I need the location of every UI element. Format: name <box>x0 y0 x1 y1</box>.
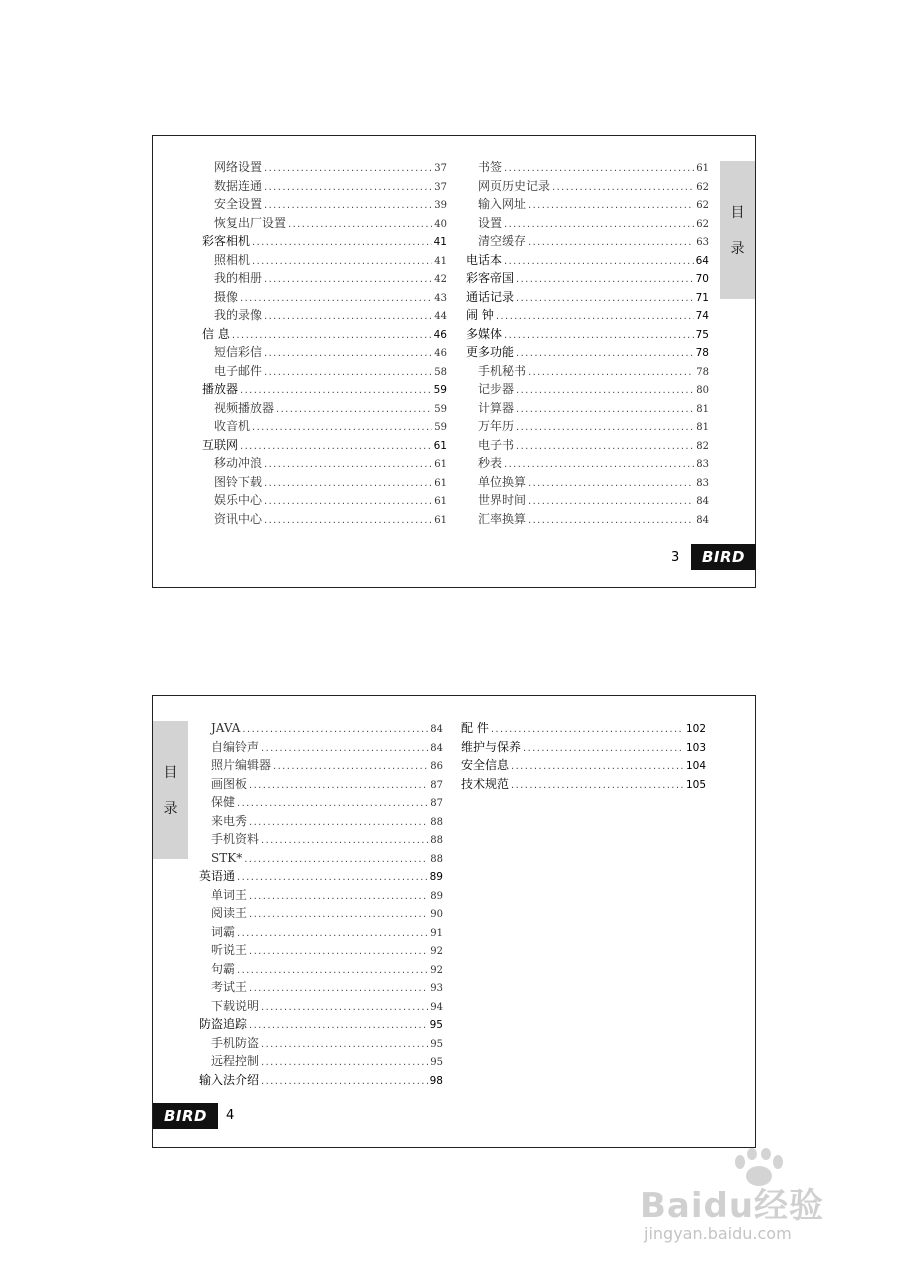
toc-leader-dots <box>528 493 694 512</box>
toc-entry-title: 恢复出厂设置 <box>214 215 287 230</box>
toc-entry <box>466 214 709 233</box>
toc-entry-page: 46 <box>433 328 447 341</box>
toc-leader-dots <box>264 475 432 494</box>
toc-entry <box>466 399 709 418</box>
toc-leader-dots <box>504 253 694 272</box>
toc-leader-dots <box>237 925 428 944</box>
toc-leader-dots <box>552 179 694 198</box>
toc-leader-dots <box>511 758 684 777</box>
toc-entry-title: 手机秘书 <box>478 363 527 378</box>
toc-entry-page: 104 <box>685 760 706 772</box>
toc-entry-page: 58 <box>434 366 447 378</box>
toc-entry <box>199 738 443 757</box>
toc-entry <box>461 719 706 738</box>
toc-entry <box>466 269 709 288</box>
toc-entry-page: 86 <box>430 761 443 772</box>
tab-char-1: 目 <box>163 765 178 781</box>
toc-entry <box>466 491 709 510</box>
toc-entry-page: 83 <box>696 459 709 470</box>
toc-entry <box>466 362 709 381</box>
toc-leader-dots <box>523 740 684 759</box>
toc-entry <box>199 793 443 812</box>
toc-leader-dots <box>261 1054 428 1073</box>
toc-entry <box>466 325 709 344</box>
toc-leader-dots <box>252 234 432 253</box>
toc-leader-dots <box>264 493 432 512</box>
toc-entry <box>199 941 443 960</box>
toc-entry <box>466 288 709 307</box>
toc-entry <box>466 251 709 270</box>
toc-entry-title: 电话本 <box>466 252 503 267</box>
toc-entry <box>199 978 443 997</box>
toc-entry <box>202 269 447 288</box>
toc-entry-page: 62 <box>696 181 709 193</box>
toc-entry-page: 81 <box>696 403 709 415</box>
toc-entry-page: 71 <box>695 291 709 304</box>
toc-leader-dots <box>242 721 428 740</box>
toc-entry-title: 娱乐中心 <box>214 493 263 507</box>
toc-leader-dots <box>273 758 428 777</box>
toc-side-tab <box>153 721 188 859</box>
toc-leader-dots <box>252 419 432 438</box>
toc-entry <box>202 177 447 196</box>
toc-entry-page: 87 <box>430 779 443 791</box>
toc-entry-page: 87 <box>430 798 443 809</box>
toc-entry-title: 我的录像 <box>214 308 263 322</box>
toc-entry-page: 92 <box>430 964 443 976</box>
toc-left-column <box>199 719 443 1089</box>
toc-entry-page: 61 <box>696 163 709 174</box>
toc-entry-page: 59 <box>434 422 447 433</box>
toc-entry <box>202 158 447 177</box>
toc-leader-dots <box>276 401 432 420</box>
toc-leader-dots <box>288 216 432 235</box>
toc-entry-title: 汇率换算 <box>478 511 527 526</box>
toc-leader-dots <box>240 290 432 309</box>
toc-entry <box>199 1015 443 1034</box>
toc-entry-title: 手机资料 <box>211 832 260 846</box>
toc-entry-title: 彩客相机 <box>202 234 251 248</box>
toc-leader-dots <box>264 160 432 179</box>
toc-entry-page: 103 <box>685 741 706 754</box>
toc-entry-title: 世界时间 <box>478 493 527 507</box>
page-number: 3 <box>671 550 680 565</box>
toc-entry-title: 更多功能 <box>466 345 515 359</box>
toc-leader-dots <box>264 512 432 531</box>
toc-entry-page: 61 <box>434 514 447 526</box>
toc-entry <box>461 775 706 794</box>
toc-leader-dots <box>249 814 428 833</box>
toc-entry <box>202 417 447 436</box>
toc-leader-dots <box>516 419 694 438</box>
toc-entry-title: 清空缓存 <box>478 234 527 248</box>
toc-entry <box>199 830 443 849</box>
toc-entry-page: 90 <box>430 909 443 920</box>
toc-entry-title: 照相机 <box>214 252 251 267</box>
toc-entry-title: 移动冲浪 <box>214 456 263 470</box>
toc-entry <box>199 867 443 886</box>
toc-entry-title: 输入网址 <box>478 197 527 211</box>
toc-entry-title: 图铃下载 <box>214 474 263 489</box>
toc-entry <box>199 923 443 942</box>
toc-entry-page: 39 <box>434 200 447 211</box>
toc-entry-page: 93 <box>430 983 443 994</box>
toc-entry-title: 摄像 <box>214 289 239 304</box>
toc-entry <box>466 195 709 214</box>
toc-entry <box>202 491 447 510</box>
toc-entry-title: 短信彩信 <box>214 345 263 359</box>
toc-leader-dots <box>264 179 432 198</box>
toc-entry-page: 64 <box>695 254 709 267</box>
toc-entry-title: 信 息 <box>202 326 230 341</box>
toc-entry-title: 收音机 <box>214 419 251 433</box>
toc-entry-title: 单词王 <box>211 887 248 902</box>
toc-entry-page: 70 <box>695 273 709 285</box>
toc-entry <box>202 288 447 307</box>
toc-entry-title: 照片编辑器 <box>211 758 272 772</box>
toc-entry <box>199 719 443 738</box>
toc-entry-page: 78 <box>696 366 709 378</box>
toc-entry-page: 82 <box>696 440 709 452</box>
toc-entry <box>202 510 447 529</box>
toc-leader-dots <box>249 777 428 796</box>
toc-entry <box>202 362 447 381</box>
toc-entry-page: 62 <box>696 200 709 211</box>
toc-entry-title: 网页历史记录 <box>478 178 551 193</box>
toc-leader-dots <box>528 234 694 253</box>
toc-side-tab <box>720 161 755 299</box>
toc-leader-dots <box>516 271 694 290</box>
toc-entry-title: 网络设置 <box>214 160 263 174</box>
tab-char-1: 目 <box>730 205 745 221</box>
toc-leader-dots <box>261 1073 428 1092</box>
toc-entry-page: 78 <box>695 347 709 359</box>
toc-entry-title: 互联网 <box>202 437 239 452</box>
toc-entry-title: 计算器 <box>478 400 515 415</box>
toc-entry-page: 44 <box>434 311 447 322</box>
toc-entry <box>202 232 447 251</box>
toc-entry <box>466 177 709 196</box>
baidu-watermark <box>640 1148 860 1248</box>
toc-entry <box>199 1071 443 1090</box>
toc-entry-page: 95 <box>429 1019 443 1031</box>
toc-entry-title: 电子书 <box>478 437 515 452</box>
toc-leader-dots <box>237 962 428 981</box>
toc-entry <box>199 1034 443 1053</box>
watermark-url: jingyan.baidu.com <box>644 1224 792 1243</box>
toc-leader-dots <box>252 253 432 272</box>
toc-entry <box>466 417 709 436</box>
toc-entry <box>202 306 447 325</box>
toc-entry-title: 句霸 <box>211 961 236 976</box>
toc-leader-dots <box>249 980 428 999</box>
toc-entry-title: 记步器 <box>478 382 515 396</box>
toc-leader-dots <box>264 308 432 327</box>
toc-leader-dots <box>516 290 694 309</box>
toc-entry-page: 59 <box>433 384 447 396</box>
toc-entry <box>199 1052 443 1071</box>
toc-entry-title: 电子邮件 <box>214 363 263 378</box>
toc-entry-page: 42 <box>434 274 447 285</box>
toc-entry-page: 41 <box>434 255 447 267</box>
toc-entry <box>466 343 709 362</box>
toc-entry <box>199 997 443 1016</box>
toc-entry-title: 安全信息 <box>461 758 510 772</box>
toc-entry-title: 书签 <box>478 160 503 174</box>
toc-entry-title: 彩客帝国 <box>466 271 515 285</box>
toc-entry-title: JAVA <box>211 721 241 735</box>
toc-leader-dots <box>516 345 694 364</box>
toc-entry-page: 92 <box>430 946 443 957</box>
toc-entry-page: 63 <box>696 237 709 248</box>
toc-leader-dots <box>244 851 428 870</box>
toc-entry-title: 词霸 <box>211 924 236 939</box>
toc-entry <box>461 738 706 757</box>
toc-entry-page: 37 <box>434 181 447 193</box>
toc-right-column <box>461 719 706 793</box>
toc-left-column <box>202 158 447 528</box>
toc-entry <box>466 232 709 251</box>
toc-leader-dots <box>516 382 694 401</box>
watermark-brand: Baidu经验 <box>640 1186 825 1226</box>
toc-entry <box>199 849 443 868</box>
toc-entry-page: 81 <box>696 422 709 433</box>
toc-leader-dots <box>237 869 428 888</box>
toc-entry-page: 84 <box>696 496 709 507</box>
toc-entry-title: 秒表 <box>478 456 503 470</box>
toc-leader-dots <box>261 740 428 759</box>
toc-leader-dots <box>249 943 428 962</box>
toc-leader-dots <box>249 1017 428 1036</box>
toc-entry <box>202 380 447 399</box>
toc-entry-title: STK* <box>211 850 243 865</box>
toc-entry-page: 88 <box>430 816 443 828</box>
toc-entry-title: 单位换算 <box>478 474 527 489</box>
toc-entry-page: 80 <box>696 385 709 396</box>
toc-entry-title: 输入法介绍 <box>199 1072 260 1087</box>
toc-entry <box>202 325 447 344</box>
toc-leader-dots <box>264 456 432 475</box>
toc-entry <box>202 399 447 418</box>
bird-logo: BIRD <box>691 544 756 570</box>
toc-entry-title: 防盗追踪 <box>199 1017 248 1031</box>
toc-entry-title: 数据连通 <box>214 178 263 193</box>
toc-entry <box>202 214 447 233</box>
toc-leader-dots <box>249 888 428 907</box>
toc-entry-page: 62 <box>696 218 709 230</box>
page-number: 4 <box>226 1108 235 1123</box>
toc-entry-page: 75 <box>695 328 709 341</box>
toc-entry <box>202 473 447 492</box>
toc-leader-dots <box>249 906 428 925</box>
toc-leader-dots <box>240 438 432 457</box>
toc-entry-page: 102 <box>685 723 706 735</box>
toc-entry-page: 88 <box>430 853 443 865</box>
toc-entry-page: 74 <box>695 310 709 322</box>
toc-entry-title: 来电秀 <box>211 813 248 828</box>
toc-entry-page: 43 <box>434 292 447 304</box>
toc-entry <box>202 343 447 362</box>
toc-entry <box>199 756 443 775</box>
toc-entry-page: 89 <box>429 871 443 883</box>
toc-entry-page: 61 <box>433 439 447 452</box>
toc-entry <box>202 436 447 455</box>
toc-page-3 <box>152 135 756 588</box>
tab-char-2: 录 <box>163 801 178 817</box>
toc-entry <box>466 454 709 473</box>
toc-entry-page: 59 <box>434 403 447 415</box>
toc-entry-page: 37 <box>434 163 447 174</box>
toc-entry-title: 设置 <box>478 215 503 230</box>
toc-entry-title: 自编铃声 <box>211 739 260 754</box>
toc-leader-dots <box>261 832 428 851</box>
toc-entry-page: 89 <box>430 890 443 902</box>
toc-leader-dots <box>237 795 428 814</box>
toc-leader-dots <box>261 999 428 1018</box>
toc-entry-page: 40 <box>434 218 447 230</box>
toc-entry <box>199 886 443 905</box>
toc-entry-title: 维护与保养 <box>461 739 522 754</box>
toc-entry-title: 万年历 <box>478 419 515 433</box>
toc-entry-page: 98 <box>429 1074 443 1087</box>
toc-entry <box>202 454 447 473</box>
toc-entry <box>202 251 447 270</box>
toc-entry-title: 播放器 <box>202 382 239 396</box>
toc-entry <box>466 436 709 455</box>
toc-entry-title: 我的相册 <box>214 271 263 285</box>
toc-leader-dots <box>504 327 694 346</box>
toc-leader-dots <box>528 197 694 216</box>
toc-entry-page: 84 <box>696 514 709 526</box>
toc-entry-page: 61 <box>434 477 447 489</box>
toc-leader-dots <box>504 456 694 475</box>
toc-entry-title: 资讯中心 <box>214 511 263 526</box>
toc-entry-title: 听说王 <box>211 943 248 957</box>
toc-entry-page: 94 <box>430 1001 443 1013</box>
toc-entry <box>199 904 443 923</box>
toc-entry <box>466 510 709 529</box>
toc-entry-title: 下载说明 <box>211 998 260 1013</box>
toc-entry-title: 通话记录 <box>466 289 515 304</box>
toc-entry-title: 阅读王 <box>211 906 248 920</box>
toc-entry-page: 84 <box>430 724 443 735</box>
toc-right-column <box>466 158 709 528</box>
toc-page-4 <box>152 695 756 1148</box>
toc-entry <box>466 380 709 399</box>
toc-entry-title: 多媒体 <box>466 326 503 341</box>
toc-entry-page: 46 <box>434 348 447 359</box>
toc-entry-page: 95 <box>430 1057 443 1068</box>
toc-leader-dots <box>528 475 694 494</box>
toc-entry-title: 视频播放器 <box>214 400 275 415</box>
toc-leader-dots <box>504 216 694 235</box>
toc-entry-page: 105 <box>685 778 706 791</box>
toc-leader-dots <box>264 197 432 216</box>
toc-entry <box>466 473 709 492</box>
toc-entry-page: 91 <box>430 927 443 939</box>
toc-entry-title: 闹 钟 <box>466 308 494 322</box>
toc-entry <box>202 195 447 214</box>
toc-entry <box>466 158 709 177</box>
toc-entry <box>199 775 443 794</box>
toc-entry-title: 画图板 <box>211 776 248 791</box>
toc-entry-page: 95 <box>430 1038 443 1050</box>
toc-entry-title: 安全设置 <box>214 197 263 211</box>
toc-leader-dots <box>528 364 694 383</box>
toc-entry-page: 83 <box>696 477 709 489</box>
toc-entry <box>466 306 709 325</box>
toc-entry-page: 41 <box>433 236 447 248</box>
toc-entry-title: 保健 <box>211 795 236 809</box>
toc-entry-page: 61 <box>434 496 447 507</box>
toc-entry-title: 英语通 <box>199 869 236 883</box>
toc-entry-page: 88 <box>430 835 443 846</box>
toc-leader-dots <box>264 345 432 364</box>
toc-entry <box>199 812 443 831</box>
toc-leader-dots <box>516 438 694 457</box>
toc-entry-page: 61 <box>434 459 447 470</box>
toc-leader-dots <box>496 308 694 327</box>
toc-leader-dots <box>264 271 432 290</box>
toc-leader-dots <box>511 777 684 796</box>
toc-leader-dots <box>264 364 432 383</box>
toc-entry-title: 考试王 <box>211 980 248 994</box>
toc-entry-title: 配 件 <box>461 721 489 735</box>
toc-entry-title: 远程控制 <box>211 1054 260 1068</box>
toc-leader-dots <box>261 1036 428 1055</box>
toc-entry-title: 手机防盗 <box>211 1035 260 1050</box>
toc-entry <box>199 960 443 979</box>
toc-entry <box>461 756 706 775</box>
tab-char-2: 录 <box>730 241 745 257</box>
toc-entry-title: 技术规范 <box>461 776 510 791</box>
toc-leader-dots <box>528 512 694 531</box>
toc-leader-dots <box>516 401 694 420</box>
bird-logo: BIRD <box>153 1103 218 1129</box>
toc-entry-page: 84 <box>430 742 443 754</box>
